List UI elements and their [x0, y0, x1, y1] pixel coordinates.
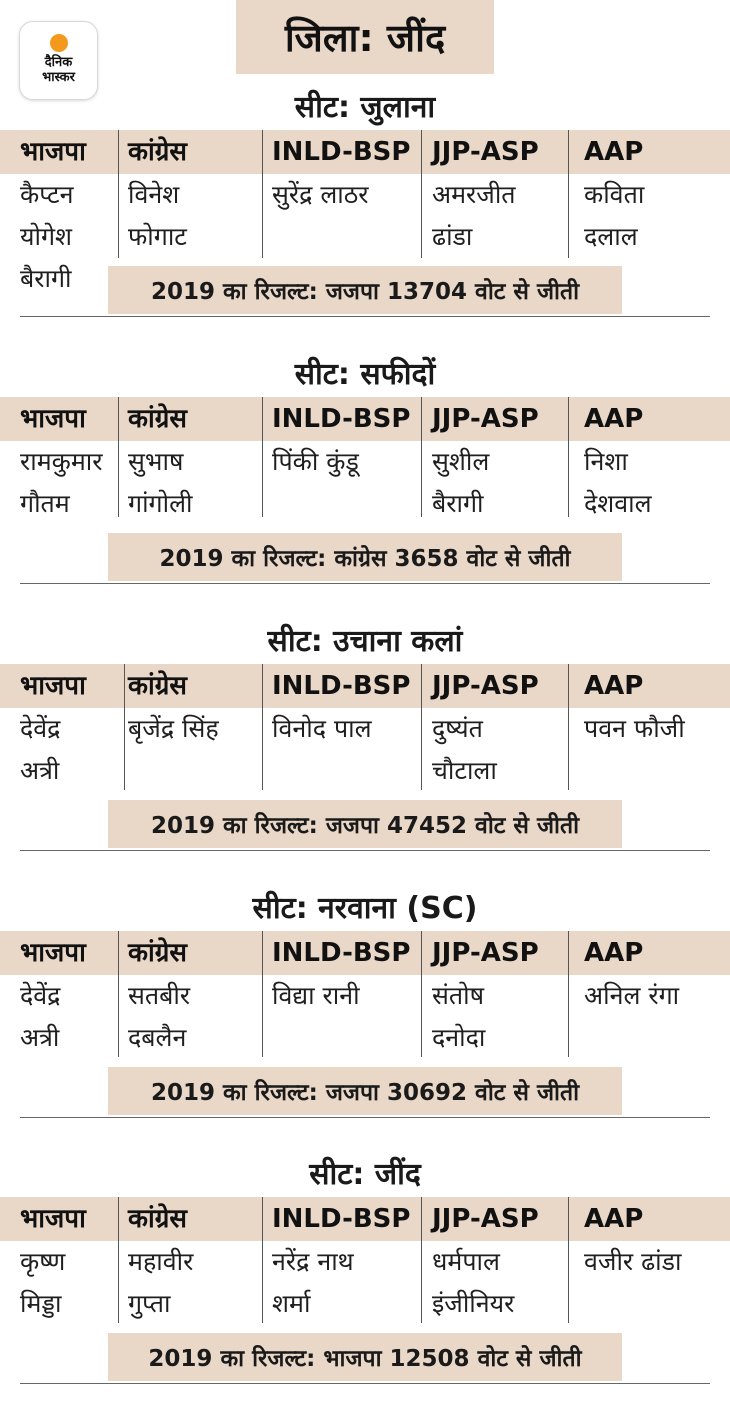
column-divider: [124, 664, 125, 790]
party-name: भाजपा: [20, 671, 86, 701]
candidate-name-line: देवेंद्र: [20, 981, 61, 1010]
party-name: AAP: [584, 404, 644, 434]
candidate-name-line: देवेंद्र: [20, 714, 61, 743]
party-column: [20, 130, 86, 300]
section-divider: [20, 583, 710, 584]
party-column: [272, 1197, 410, 1325]
party-column: [432, 397, 539, 525]
party-name: INLD-BSP: [272, 137, 411, 167]
candidate-name-line: अत्री: [20, 1023, 60, 1052]
party-name: कांग्रेस: [128, 137, 187, 167]
party-column: [584, 664, 685, 750]
party-column: [128, 397, 193, 525]
party-column: [128, 130, 187, 258]
candidate-name-line: शर्मा: [272, 1289, 311, 1318]
party-name: JJP-ASP: [432, 1204, 539, 1234]
candidate-name-line: फोगाट: [128, 222, 187, 251]
party-name: AAP: [584, 1204, 644, 1234]
party-column: [432, 664, 539, 792]
party-name: INLD-BSP: [272, 671, 411, 701]
column-divider: [262, 931, 263, 1057]
seat-title: सीट: सफीदों: [294, 357, 436, 392]
column-divider: [421, 664, 422, 790]
party-column: [272, 664, 410, 750]
result-2019-banner: 2019 का रिजल्ट: जजपा 47452 वोट से जीती: [108, 800, 622, 848]
party-name: AAP: [584, 938, 644, 968]
candidate-name-line: इंजीनियर: [432, 1289, 515, 1318]
party-name: भाजपा: [20, 938, 86, 968]
candidate-name-line: बृजेंद्र सिंह: [128, 714, 219, 743]
column-divider: [262, 397, 263, 517]
party-name: JJP-ASP: [432, 137, 539, 167]
party-name: भाजपा: [20, 1204, 86, 1234]
section-divider: [20, 850, 710, 851]
sun-icon: [50, 34, 68, 52]
party-column: [20, 1197, 86, 1325]
logo-line-2: भास्कर: [42, 70, 75, 85]
candidate-name-line: गुप्ता: [128, 1289, 171, 1318]
candidate-name-line: अमरजीत: [432, 180, 516, 209]
column-divider: [568, 397, 569, 517]
party-name: भाजपा: [20, 137, 86, 167]
party-column: [584, 1197, 682, 1283]
candidate-name-line: नरेंद्र नाथ: [272, 1247, 354, 1276]
column-divider: [568, 1197, 569, 1323]
column-divider: [421, 1197, 422, 1323]
section-divider: [20, 316, 710, 317]
section-divider: [20, 1383, 710, 1384]
party-name: JJP-ASP: [432, 938, 539, 968]
party-column: [272, 130, 410, 216]
candidate-name-line: पवन फौजी: [584, 714, 685, 743]
party-column: [128, 931, 190, 1059]
candidate-name-line: संतोष: [432, 981, 485, 1010]
candidate-name-line: विद्या रानी: [272, 981, 360, 1010]
candidate-name-line: दनोदा: [432, 1023, 486, 1052]
party-column: [128, 664, 219, 750]
party-column: [584, 130, 644, 258]
candidate-name-line: देशवाल: [584, 489, 652, 518]
party-name: INLD-BSP: [272, 938, 411, 968]
party-name: AAP: [584, 137, 644, 167]
seat-title: सीट: नरवाना (SC): [252, 891, 478, 926]
candidate-name-line: विनोद पाल: [272, 714, 372, 743]
party-column: [432, 931, 539, 1059]
party-name: कांग्रेस: [128, 938, 187, 968]
candidate-name-line: दलाल: [584, 222, 638, 251]
party-name: भाजपा: [20, 404, 86, 434]
candidate-name-line: चौटाला: [432, 756, 497, 785]
seat-title: सीट: जुलाना: [294, 90, 436, 125]
candidate-name-line: निशा: [584, 447, 628, 476]
section-divider: [20, 1117, 710, 1118]
result-2019-banner: 2019 का रिजल्ट: भाजपा 12508 वोट से जीती: [108, 1333, 622, 1381]
candidate-name-line: सुरेंद्र लाठर: [272, 180, 369, 209]
candidate-name-line: महावीर: [128, 1247, 194, 1276]
party-column: [20, 397, 103, 525]
party-column: [432, 1197, 539, 1325]
party-name: INLD-BSP: [272, 404, 411, 434]
party-column: [584, 397, 652, 525]
column-divider: [421, 130, 422, 258]
column-divider: [118, 397, 119, 517]
candidate-name-line: पिंकी कुंडू: [272, 447, 359, 476]
column-divider: [421, 397, 422, 517]
candidate-name-line: विनेश: [128, 180, 180, 209]
column-divider: [262, 1197, 263, 1323]
candidate-name-line: दबलैन: [128, 1023, 187, 1052]
party-column: [20, 664, 86, 792]
party-name: INLD-BSP: [272, 1204, 411, 1234]
candidate-name-line: योगेश: [20, 222, 73, 251]
candidate-name-line: गौतम: [20, 489, 70, 518]
party-column: [272, 397, 410, 483]
column-divider: [568, 931, 569, 1057]
column-divider: [568, 130, 569, 258]
column-divider: [118, 130, 119, 258]
candidate-name-line: अनिल रंगा: [584, 981, 680, 1010]
column-divider: [118, 1197, 119, 1323]
candidate-name-line: वजीर ढांडा: [584, 1247, 682, 1276]
candidate-name-line: कृष्ण: [20, 1247, 66, 1276]
candidate-name-line: बैरागी: [432, 489, 484, 518]
party-name: JJP-ASP: [432, 404, 539, 434]
column-divider: [421, 931, 422, 1057]
logo-line-1: दैनिक: [44, 55, 73, 70]
result-2019-banner: 2019 का रिजल्ट: कांग्रेस 3658 वोट से जीती: [108, 533, 622, 581]
party-column: [128, 1197, 193, 1325]
party-name: कांग्रेस: [128, 1204, 187, 1234]
party-column: [584, 931, 679, 1017]
column-divider: [262, 664, 263, 790]
candidate-name-line: ढांडा: [432, 222, 473, 251]
column-divider: [568, 664, 569, 790]
candidate-name-line: अत्री: [20, 756, 60, 785]
result-2019-banner: 2019 का रिजल्ट: जजपा 30692 वोट से जीती: [108, 1067, 622, 1115]
seat-title: सीट: उचाना कलां: [267, 624, 463, 659]
candidate-name-line: मिड्डा: [20, 1289, 62, 1318]
result-2019-banner: 2019 का रिजल्ट: जजपा 13704 वोट से जीती: [108, 266, 622, 314]
party-name: कांग्रेस: [128, 671, 187, 701]
candidate-name-line: कविता: [584, 180, 645, 209]
seat-title: सीट: जींद: [309, 1157, 421, 1192]
candidate-name-line: गांगोली: [128, 489, 193, 518]
candidate-name-line: सतबीर: [128, 981, 191, 1010]
candidate-name-line: कैप्टन: [20, 180, 74, 209]
party-column: [432, 130, 539, 258]
candidate-name-line: सुभाष: [128, 447, 184, 476]
party-column: [20, 931, 86, 1059]
party-column: [272, 931, 410, 1017]
district-title: जिला: जींद: [236, 0, 494, 74]
party-name: कांग्रेस: [128, 404, 187, 434]
candidate-name-line: धर्मपाल: [432, 1247, 500, 1276]
party-name: JJP-ASP: [432, 671, 539, 701]
column-divider: [262, 130, 263, 258]
candidate-name-line: सुशील: [432, 447, 490, 476]
candidate-name-line: बैरागी: [20, 264, 72, 293]
candidate-name-line: रामकुमार: [20, 447, 103, 476]
party-name: AAP: [584, 671, 644, 701]
column-divider: [118, 931, 119, 1057]
candidate-name-line: दुष्यंत: [432, 714, 483, 743]
